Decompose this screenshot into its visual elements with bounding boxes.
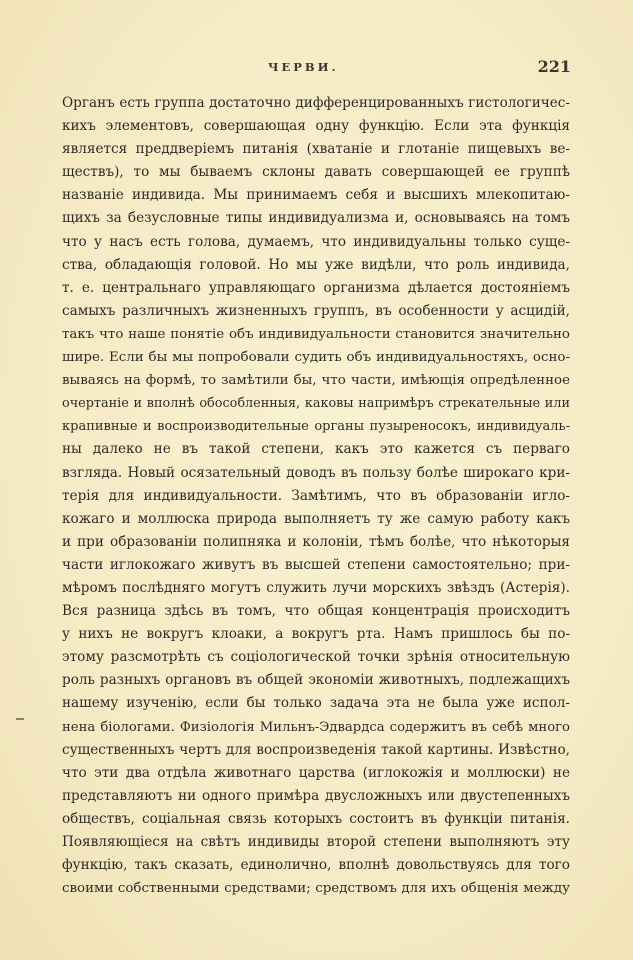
text-line: нашему изученію, если бы только задача эта не была уже испол- [62, 695, 570, 712]
text-line: мѣромъ послѣдняго могутъ служить лучи морскихъ звѣздъ (Астерія). [62, 579, 570, 596]
text-line: и при образованіи полипняка и колоніи, тѣмъ болѣе, что нѣкоторыя [62, 533, 570, 550]
text-line: кожаго и моллюска природа выполняетъ ту же самую работу какъ [62, 510, 570, 527]
text-line: названіе индивида. Мы принимаемъ себя и высшихъ млекопитаю- [62, 187, 570, 204]
text-line: функцію, такъ сказать, единолично, вполнѣ довольствуясь для того [62, 857, 570, 874]
text-line: роль разныхъ органовъ въ общей экономіи животныхъ, подлежащихъ [62, 672, 570, 689]
text-line: что у насъ есть голова, думаемъ, что индивидуальны только суще- [62, 233, 570, 250]
text-line: этому разсмотрѣть съ соціологической точки зрѣнія относительную [62, 649, 570, 666]
text-line: терія для индивидуальности. Замѣтимъ, что въ образованіи игло- [62, 487, 570, 504]
text-line: вываясь на формѣ, то замѣтили бы, что части, имѣющія опредѣленное [62, 373, 570, 389]
text-line: кихъ элементовъ, совершающая одну функцію. Если эта функція [62, 118, 570, 135]
text-line: части иглокожаго живутъ въ высшей степени самостоятельно; при- [62, 556, 570, 573]
text-line: является преддверіемъ питанія (хватаніе и глотаніе пищевыхъ ве- [62, 141, 570, 158]
text-line: Появляющіеся на свѣтъ индивиды второй степени выполняютъ эту [62, 834, 570, 850]
text-line: у нихъ не вокругъ клоаки, а вокругъ рта. Намъ пришлось бы по- [62, 626, 570, 643]
text-line: шире. Если бы мы попробовали судить объ индивидуальностяхъ, осно- [62, 350, 570, 366]
body-text [62, 92, 570, 900]
page-number: 221 [537, 57, 571, 76]
text-line: представляютъ ни одного примѣра двусложныхъ или двустепенныхъ [62, 787, 570, 804]
text-line: ществъ), то мы бываемъ склоны давать совершающей ее группѣ [62, 164, 570, 181]
text-line: крапивные и воспроизводительные органы пузыреносокъ, индивидуаль- [62, 419, 570, 435]
text-line: что эти два отдѣла животнаго царства (иглокожія и моллюски) не [62, 764, 570, 781]
text-line: такъ что наше понятіе объ индивидуальности становится значительно [62, 326, 570, 342]
margin-mark [16, 718, 24, 720]
text-line: обществъ, соціальная связь которыхъ состоитъ въ функціи питанія. [62, 810, 570, 827]
running-title: ЧЕРВИ. [268, 60, 339, 74]
text-line: очертаніе и вполнѣ обособленныя, каковы напримѣръ стрекательные или [62, 396, 570, 412]
text-line: существенныхъ чертъ для воспроизведенія такой картины. Извѣстно, [62, 741, 570, 758]
text-line: ны далеко не въ такой степени, какъ это кажется съ перваго [62, 441, 570, 458]
text-line: нена біологами. Физіологія Мильнъ-Эдвардса содержитъ въ себѣ много [62, 719, 570, 735]
text-line: самыхъ различныхъ жизненныхъ группъ, въ особенности у асцидій, [62, 302, 570, 319]
text-line: щихъ за безусловные типы индивидуализма и, основываясь на томъ [62, 210, 570, 227]
text-line: своими собственными средствами; средствомъ для ихъ общенія между [62, 881, 570, 897]
text-line: взгляда. Новый осязательный доводъ въ пользу болѣе широкаго кри- [62, 464, 570, 481]
text-line: ства, обладающія головой. Но мы уже видѣли, что роль индивида, [62, 256, 570, 273]
text-line: Органъ есть группа достаточно дифференцированныхъ гистологичес- [62, 95, 570, 111]
text-line: т. е. центральнаго управляющаго организма дѣлается достояніемъ [62, 279, 570, 296]
text-line: Вся разница здѣсь въ томъ, что общая концентрація происходитъ [62, 603, 570, 620]
